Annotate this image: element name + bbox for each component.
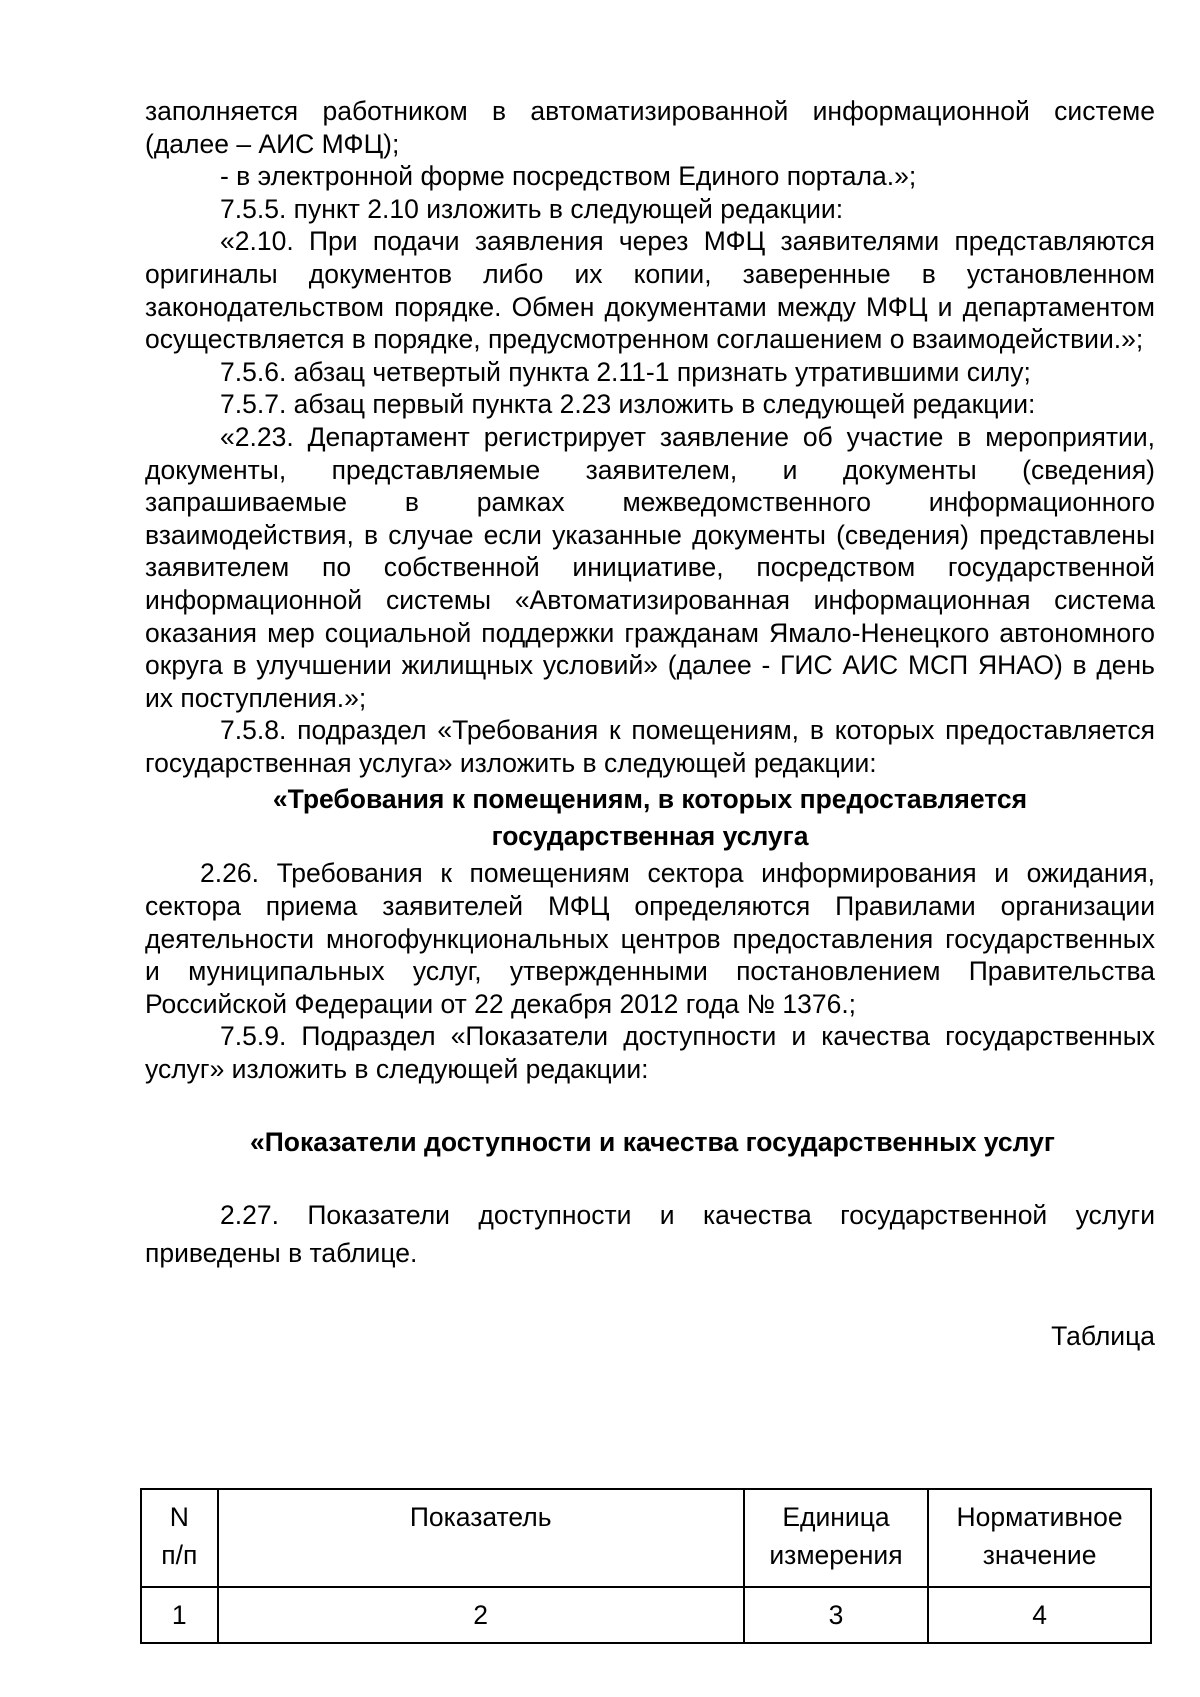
header-indicator: Показатель (218, 1489, 744, 1587)
section-heading-premises: «Требования к помещениям, в которых предоставляется государственная услуга (272, 784, 1028, 852)
section-heading-indicators: «Показатели доступности и качества государственных услуг (250, 1126, 1055, 1157)
document-page (145, 95, 1155, 1352)
table-caption: Таблица (1051, 1320, 1155, 1351)
indicators-table (140, 1488, 1152, 1644)
document-body (145, 95, 1155, 779)
document-body-3 (145, 1196, 1155, 1272)
document-body-2 (145, 857, 1155, 1085)
cell-column-number: 4 (928, 1587, 1151, 1643)
paragraph-2-23: «2.23. Департамент регистрирует заявление об участие в мероприятии, документы, представляемые заявителем, и документы (сведения) запрашиваемые в рамках межведомственного информационного взаимодействия, в случае если указанные документы (сведения) представлены заявителем по собственной инициативе, посредством государственной информационной системы «Автоматизированная информационная система оказания мер социальной поддержки гражданам Ямало-Ненецкого автономного округа в улучшении жилищных условий» (далее - ГИС АИС МСП ЯНАО) в день их поступления.»; (145, 421, 1155, 713)
paragraph-7-5-9: 7.5.9. Подраздел «Показатели доступности и качества государственных услуг» изложить в следующей редакции: (145, 1021, 1155, 1085)
cell-column-number: 1 (141, 1587, 218, 1643)
paragraph-2-27: 2.27. Показатели доступности и качества государственной услуги приведены в таблице. (145, 1199, 1155, 1268)
paragraph-7-5-8: 7.5.8. подраздел «Требования к помещениям, в которых предоставляется государственная услуга» изложить в следующей редакции: (145, 715, 1155, 778)
paragraph-continuation: заполняется работником в автоматизированной информационной системе (далее – АИС МФЦ); (145, 96, 1155, 159)
paragraph-7-5-5: 7.5.5. пункт 2.10 изложить в следующей редакции: (220, 193, 844, 224)
table-header-row (141, 1489, 1151, 1587)
paragraph-7-5-7: 7.5.7. абзац первый пункта 2.23 изложить в следующей редакции: (220, 389, 1036, 420)
header-norm: Нормативное значение (928, 1489, 1151, 1587)
paragraph-electronic-form: - в электронной форме посредством Единого портала.»; (220, 161, 917, 192)
header-unit: Единица измерения (744, 1489, 928, 1587)
paragraph-7-5-6: 7.5.6. абзац четвертый пункта 2.11-1 признать утратившими силу; (220, 356, 1031, 387)
cell-column-number: 2 (218, 1587, 744, 1643)
header-number: N п/п (141, 1489, 218, 1587)
paragraph-2-26: 2.26. Требования к помещениям сектора информирования и ожидания, сектора приема заявителей МФЦ определяются Правилами организации деятельности многофункциональных центров предоставления государственных и муниципальных услуг, утвержденными постановлением Правительства Российской Федерации от 22 декабря 2012 года № 1376.; (145, 858, 1155, 1019)
table-row (141, 1587, 1151, 1643)
paragraph-2-10: «2.10. При подачи заявления через МФЦ заявителями представляются оригиналы документов либо их копии, заверенные в установленном законодательством порядке. Обмен документами между МФЦ и департаментом осуществляется в порядке, предусмотренном соглашением о взаимодействии.»; (145, 226, 1155, 355)
cell-column-number: 3 (744, 1587, 928, 1643)
